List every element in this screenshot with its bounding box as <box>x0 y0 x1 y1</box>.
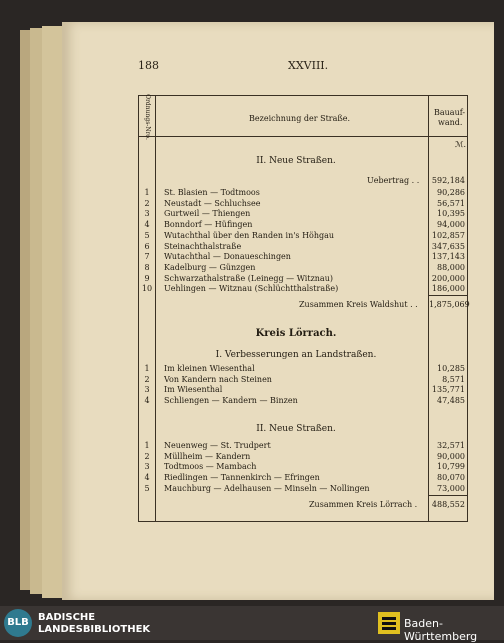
total-label: Zusammen Kreis Waldshut . . <box>299 300 418 309</box>
section-title: II. Neue Straßen. <box>256 424 336 434</box>
carryover-label: Uebertrag . . <box>367 176 420 185</box>
budget-table <box>138 95 468 522</box>
col-header-number: Ordnungs-Nro. <box>143 94 151 140</box>
row-name-text: Schwarzathalstraße (Leinegg — Witznau) <box>164 273 333 283</box>
total-value: 1,875,069 <box>429 300 470 309</box>
row-value: 102,857 <box>431 230 465 240</box>
row-number: 5 <box>144 483 150 493</box>
row-value: 47,485 <box>437 396 465 406</box>
row-name-text: Mauchburg — Adelhausen — Minseln — Nollingen <box>164 483 370 493</box>
row-name <box>164 364 430 374</box>
library-name-line1: BADISCHE <box>38 612 96 623</box>
row-name <box>164 263 430 273</box>
row-value: 10,285 <box>437 364 465 373</box>
row-value: 90,000 <box>437 451 465 461</box>
page-edge <box>20 30 30 590</box>
row-number: 6 <box>144 241 150 251</box>
row-name <box>164 473 430 483</box>
row-number: 4 <box>144 220 150 230</box>
col-header-name: Bezeichnung der Straße. <box>249 114 351 123</box>
row-name-text: Gurtweil — Thiengen <box>164 209 251 219</box>
row-value: 10,799 <box>437 462 465 472</box>
row-name-text: Todtmoos — Mambach <box>164 462 257 472</box>
row-number: 7 <box>144 252 150 262</box>
page-number: 188 <box>138 59 159 72</box>
row-value: 80,070 <box>437 473 465 483</box>
col-header-cost-2: wand. <box>438 118 463 127</box>
row-name-text: Kadelburg — Günzgen <box>164 262 256 272</box>
row-value: 347,635 <box>431 241 465 251</box>
row-name-text: Bonndorf — Hüfingen <box>164 220 253 230</box>
row-value: 32,571 <box>437 441 465 450</box>
row-number: 1 <box>144 188 150 197</box>
row-name-text: Im Wiesenthal <box>164 385 223 395</box>
row-name <box>164 199 430 209</box>
section-title: I. Verbesserungen an Landstraßen. <box>215 350 377 360</box>
section-title: II. Neue Straßen. <box>256 156 336 166</box>
total-label: Zusammen Kreis Lörrach . <box>309 500 418 509</box>
row-value: 8,571 <box>442 374 465 384</box>
row-value: 200,000 <box>431 273 465 283</box>
row-number: 3 <box>144 462 150 472</box>
library-logo-icon[interactable]: BLB <box>4 609 32 637</box>
row-number: 2 <box>144 374 150 384</box>
row-value: 186,000 <box>431 284 465 294</box>
col-header-cost-1: Bauauf- <box>434 108 466 117</box>
row-value: 135,771 <box>431 385 465 395</box>
library-name-line2: LANDESBIBLIOTHEK <box>38 624 151 635</box>
row-number: 2 <box>144 451 150 461</box>
unit-label: ℳ. <box>455 140 467 149</box>
row-name-text: Schliengen — Kandern — Binzen <box>164 396 298 406</box>
row-name <box>164 209 430 219</box>
row-number: 5 <box>144 230 150 240</box>
row-value: 137,143 <box>431 252 465 262</box>
carryover-value: 592,184 <box>431 176 465 185</box>
row-number: 1 <box>144 441 150 450</box>
row-name <box>164 220 430 230</box>
row-number: 3 <box>144 209 150 219</box>
row-name <box>164 231 430 241</box>
row-number: 10 <box>141 284 153 294</box>
row-value: 56,571 <box>437 198 465 208</box>
row-name <box>164 284 430 294</box>
row-name-text: Wutachthal — Donaueschingen <box>164 252 291 262</box>
row-name-text: Uehlingen — Witznau (Schlüchtthalstraße) <box>164 284 339 294</box>
row-number: 8 <box>144 262 150 272</box>
row-name <box>164 188 430 198</box>
row-number: 4 <box>144 473 150 483</box>
row-number: 9 <box>144 273 150 283</box>
row-value: 73,000 <box>437 483 465 493</box>
row-number: 2 <box>144 198 150 208</box>
row-name <box>164 396 430 406</box>
district-title: Kreis Lörrach. <box>255 328 337 339</box>
page-edge <box>30 28 42 594</box>
state-name: Baden-Württemberg <box>404 617 478 643</box>
row-name-text: Müllheim — Kandern <box>164 451 251 461</box>
row-name-text: Neuenweg — St. Trudpert <box>164 441 271 450</box>
row-value: 90,286 <box>437 188 465 197</box>
row-name <box>164 252 430 262</box>
row-name-text: Neustadt — Schluchsee <box>164 198 261 208</box>
row-value: 94,000 <box>437 220 465 230</box>
row-number: 4 <box>144 396 150 406</box>
row-name <box>164 462 430 472</box>
row-name <box>164 274 430 284</box>
row-value: 88,000 <box>437 262 465 272</box>
row-name <box>164 385 430 395</box>
state-coat-of-arms-icon[interactable] <box>378 612 400 634</box>
row-name <box>164 375 430 385</box>
row-number: 1 <box>144 364 150 373</box>
row-name <box>164 242 430 252</box>
row-name-text: St. Blasien — Todtmoos <box>164 188 260 197</box>
row-number: 3 <box>144 385 150 395</box>
row-value: 10,395 <box>437 209 465 219</box>
row-name-text: Wutachthal über den Randen in's Höhgau <box>164 230 335 240</box>
row-name <box>164 484 430 494</box>
total-value: 488,552 <box>431 500 465 509</box>
page-edge <box>42 26 62 598</box>
row-name-text: Riedlingen — Tannenkirch — Efringen <box>164 473 320 483</box>
chapter-heading: XXVIII. <box>288 59 329 72</box>
row-name-text: Von Kandern nach Steinen <box>164 374 272 384</box>
row-name-text: Im kleinen Wiesenthal <box>164 364 255 373</box>
row-name-text: Steinachthalstraße <box>164 241 242 251</box>
row-name <box>164 452 430 462</box>
row-name <box>164 441 430 451</box>
